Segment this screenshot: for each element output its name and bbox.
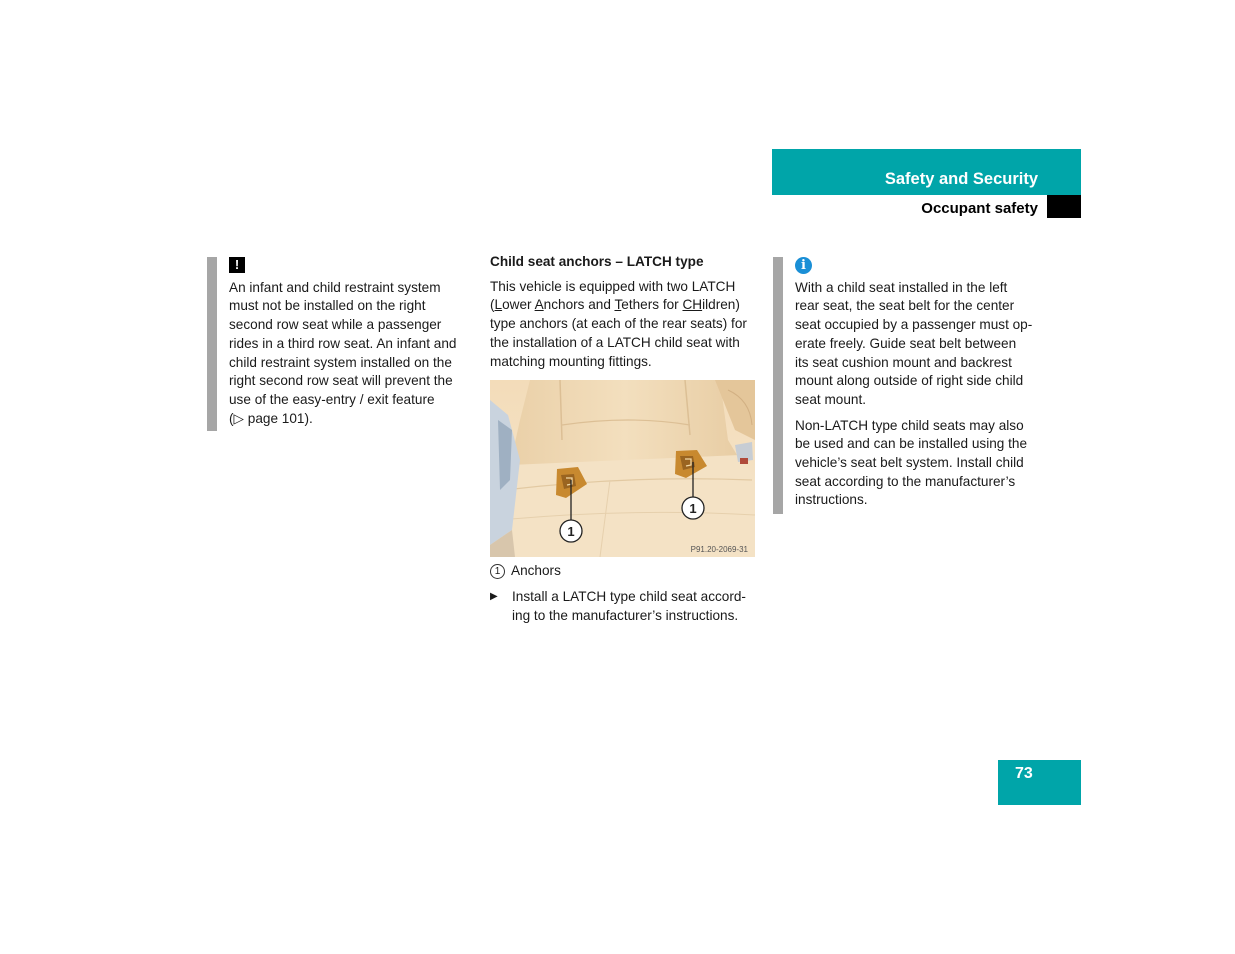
figure-legend [490, 562, 760, 581]
info-paragraph-1: With a child seat installed in the left rear seat, the seat belt for the center seat occupied by a passenger must op- erate freely. Guide seat belt between its seat cushion mount and backrest mount along outside of right side child seat mount. [795, 279, 1033, 407]
instruction-step: ▶ Install a LATCH type child seat accord- ing to the manufacturer’s instructions. [490, 589, 746, 623]
warning-text: An infant and child restraint system must not be installed on the right second row seat while a passenger rides in a third row seat. An infant and child restraint system installed on the right second row seat will prevent the use of the easy-entry / exit feature (▷ page 101). [229, 279, 457, 426]
callout-1-left [560, 520, 582, 542]
page-number: 73 [1015, 765, 1033, 782]
seat-anchor-illustration [490, 380, 755, 557]
latch-intro: This vehicle is equipped with two LATCH (Lower Anchors and Tethers for CHildren) type anchors (at each of the rear seats) for the installation of a LATCH child seat with matching mounting fittings. [490, 278, 747, 369]
warning-side-bar [207, 257, 217, 431]
legend-callout-number: 1 [490, 564, 505, 579]
warning-box [229, 256, 479, 428]
section-title: Safety and Security [884, 170, 1038, 188]
latch-acronym-line: (Lower Anchors and Tethers for CHildren) [490, 297, 740, 313]
info-box [795, 256, 1050, 510]
svg-text:1: 1 [689, 501, 697, 516]
page-number-box [998, 760, 1081, 805]
latch-heading: Child seat anchors – LATCH type [490, 254, 704, 269]
seat-anchor-figure [490, 380, 755, 557]
figure-code: P91.20-2069-31 [690, 545, 748, 554]
callout-1-right [682, 497, 704, 519]
info-icon: i [795, 257, 812, 274]
info-side-bar [773, 257, 783, 514]
svg-text:1: 1 [567, 524, 575, 539]
bullet-arrow-icon: ▶ [490, 591, 498, 602]
section-header-bar [772, 149, 1081, 195]
legend-label: Anchors [511, 563, 561, 578]
subsection-title: Occupant safety [921, 200, 1038, 217]
page-reference-link[interactable]: (▷ page 101). [229, 410, 313, 426]
latch-section [490, 253, 760, 371]
info-paragraph-2: Non-LATCH type child seats may also be used and can be installed using the vehicle’s seat belt system. Install child seat according to the manufacturer’s instructions. [795, 417, 1028, 508]
warning-icon: ! [229, 257, 245, 273]
subsection-marker [1047, 195, 1081, 218]
